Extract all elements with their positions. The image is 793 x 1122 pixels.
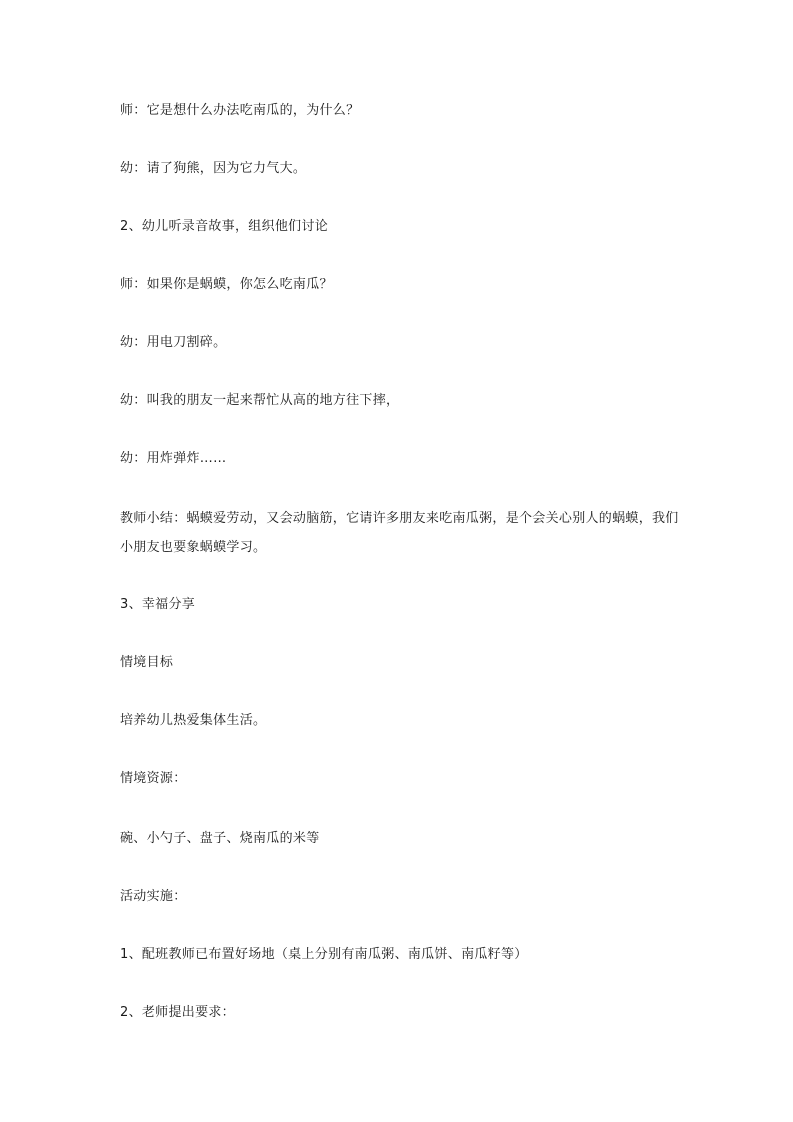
paragraph-goal-heading: 情境目标 [120, 655, 174, 670]
paragraph-goal-text: 培养幼儿热爱集体生活。 [120, 713, 267, 728]
paragraph-teacher-summary: 教师小结：蜗蟆爱劳动，又会动脑筋，它请许多朋友来吃南瓜粥，是个会关心别人的蜗蟆，我们小朋友也要象蜗蟆学习。 [120, 511, 679, 555]
paragraph-resources-text: 碗、小勺子、盘子、烧南瓜的米等 [120, 831, 320, 846]
paragraph-child-bomb: 幼：用炸弹炸…… [120, 451, 227, 466]
paragraph-activity-step-2: 2、老师提出要求： [120, 1005, 235, 1020]
paragraph-child-knife: 幼：用电刀割碎。 [120, 335, 227, 350]
paragraph-step-2-listen: 2、幼儿听录音故事，组织他们讨论 [120, 219, 329, 234]
paragraph-teacher-if-you: 师：如果你是蜗蟆，你怎么吃南瓜？ [120, 277, 333, 292]
paragraph-resources-heading: 情境资源： [120, 771, 187, 786]
paragraph-activity-heading: 活动实施： [120, 889, 187, 904]
paragraph-teacher-question: 师：它是想什么办法吃南瓜的，为什么？ [120, 103, 360, 118]
paragraph-child-answer-bear: 幼：请了狗熊，因为它力气大。 [120, 161, 307, 176]
paragraph-child-friends: 幼：叫我的朋友一起来帮忙从高的地方往下摔， [120, 393, 400, 408]
paragraph-step-3-share: 3、幸福分享 [120, 597, 196, 612]
paragraph-activity-step-1: 1、配班教师已布置好场地（桌上分别有南瓜粥、南瓜饼、南瓜籽等） [120, 947, 528, 962]
